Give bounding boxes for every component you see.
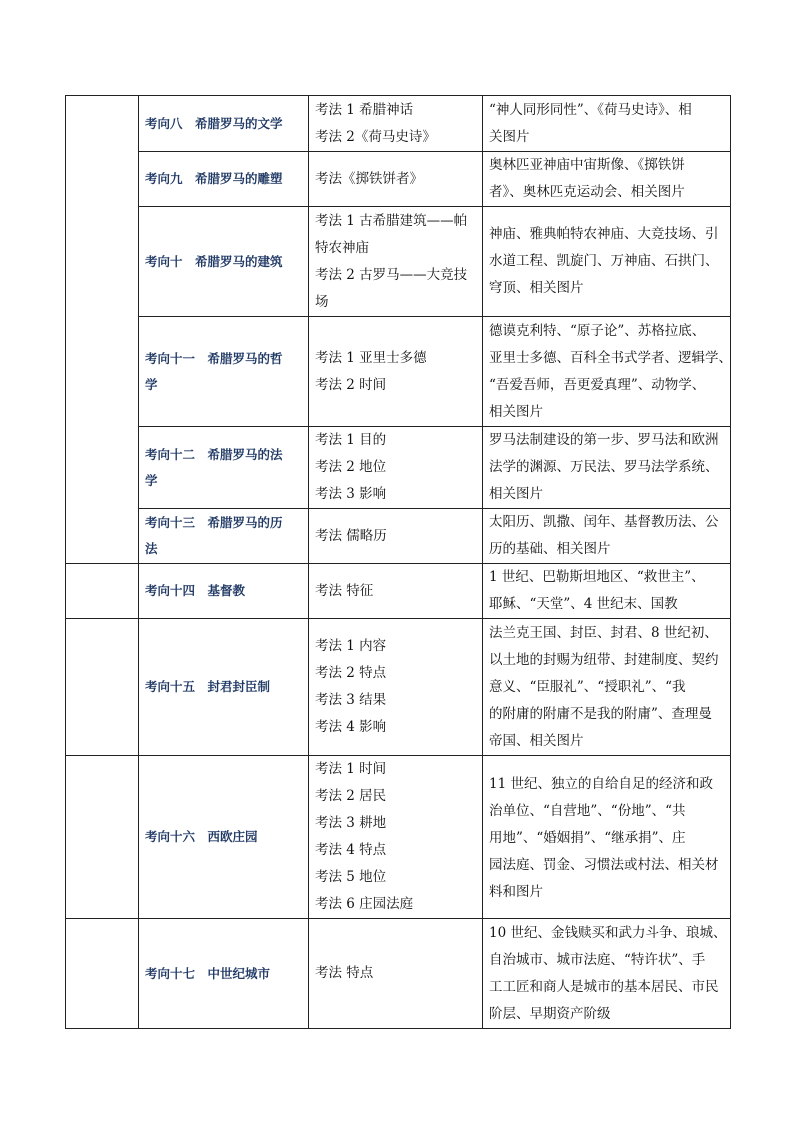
method-cell: 考法 1 希腊神话 考法 2《荷马史诗》 <box>309 96 483 152</box>
topic-cell: 考向九 希腊罗马的雕塑 <box>139 152 309 207</box>
keywords-cell: 10 世纪、金钱赎买和武力斗争、琅城、 自治城市、城市法庭、“特许状”、手 工工匠和商人是城市的基本居民、市民 阶层、早期资产阶级 <box>483 919 731 1029</box>
category-cell <box>66 619 139 756</box>
exam-topics-table <box>65 95 731 1029</box>
method-cell: 考法 1 时间 考法 2 居民 考法 3 耕地 考法 4 特点 考法 5 地位 考法 6 庄园法庭 <box>309 756 483 919</box>
keywords-cell: 1 世纪、巴勒斯坦地区、“救世主”、 耶稣、“天堂”、4 世纪末、国教 <box>483 564 731 619</box>
topic-cell: 考向十四 基督教 <box>139 564 309 619</box>
table-row <box>66 509 731 564</box>
table-row <box>66 564 731 619</box>
topic-cell: 考向十三 希腊罗马的历 法 <box>139 509 309 564</box>
table-row <box>66 152 731 207</box>
method-cell: 考法 特点 <box>309 919 483 1029</box>
method-cell: 考法 特征 <box>309 564 483 619</box>
table-row <box>66 317 731 427</box>
topic-cell: 考向十七 中世纪城市 <box>139 919 309 1029</box>
method-cell: 考法 1 古希腊建筑——帕 特农神庙 考法 2 古罗马——大竞技 场 <box>309 207 483 317</box>
keywords-cell: 法兰克王国、封臣、封君、8 世纪初、 以土地的封赐为纽带、封建制度、契约 意义、“臣服礼”、“授职礼”、“我 的附庸的附庸不是我的附庸”、查理曼 帝国、相关图片 <box>483 619 731 756</box>
keywords-cell: 神庙、雅典帕特农神庙、大竞技场、引 水道工程、凯旋门、万神庙、石拱门、 穹顶、相关图片 <box>483 207 731 317</box>
method-cell: 考法 1 目的 考法 2 地位 考法 3 影响 <box>309 427 483 509</box>
topic-cell: 考向十二 希腊罗马的法 学 <box>139 427 309 509</box>
topic-cell: 考向八 希腊罗马的文学 <box>139 96 309 152</box>
keywords-cell: 奥林匹亚神庙中宙斯像、《掷铁饼 者》、奥林匹克运动会、相关图片 <box>483 152 731 207</box>
category-cell <box>66 564 139 619</box>
keywords-cell: 罗马法制建设的第一步、罗马法和欧洲 法学的渊源、万民法、罗马法学系统、 相关图片 <box>483 427 731 509</box>
keywords-cell: “神人同形同性”、《荷马史诗》、相 关图片 <box>483 96 731 152</box>
table-row <box>66 756 731 919</box>
keywords-cell: 德谟克利特、“原子论”、苏格拉底、 亚里士多德、百科全书式学者、逻辑学、 “吾爱吾师，吾更爱真理”、动物学、 相关图片 <box>483 317 731 427</box>
category-cell <box>66 96 139 564</box>
method-cell: 考法 1 内容 考法 2 特点 考法 3 结果 考法 4 影响 <box>309 619 483 756</box>
keywords-cell: 太阳历、凯撒、闰年、基督教历法、公 历的基础、相关图片 <box>483 509 731 564</box>
table-row <box>66 619 731 756</box>
category-cell <box>66 919 139 1029</box>
table-row <box>66 207 731 317</box>
method-cell: 考法《掷铁饼者》 <box>309 152 483 207</box>
method-cell: 考法 1 亚里士多德 考法 2 时间 <box>309 317 483 427</box>
table-row <box>66 919 731 1029</box>
topic-cell: 考向十五 封君封臣制 <box>139 619 309 756</box>
topic-cell: 考向十 希腊罗马的建筑 <box>139 207 309 317</box>
keywords-cell: 11 世纪、独立的自给自足的经济和政 治单位、“自营地”、“份地”、“共 用地”、“婚姻捐”、“继承捐”、庄 园法庭、罚金、习惯法或村法、相关材 料和图片 <box>483 756 731 919</box>
table-row <box>66 427 731 509</box>
method-cell: 考法 儒略历 <box>309 509 483 564</box>
table-row <box>66 96 731 152</box>
topic-cell: 考向十六 西欧庄园 <box>139 756 309 919</box>
topic-cell: 考向十一 希腊罗马的哲 学 <box>139 317 309 427</box>
category-cell <box>66 756 139 919</box>
